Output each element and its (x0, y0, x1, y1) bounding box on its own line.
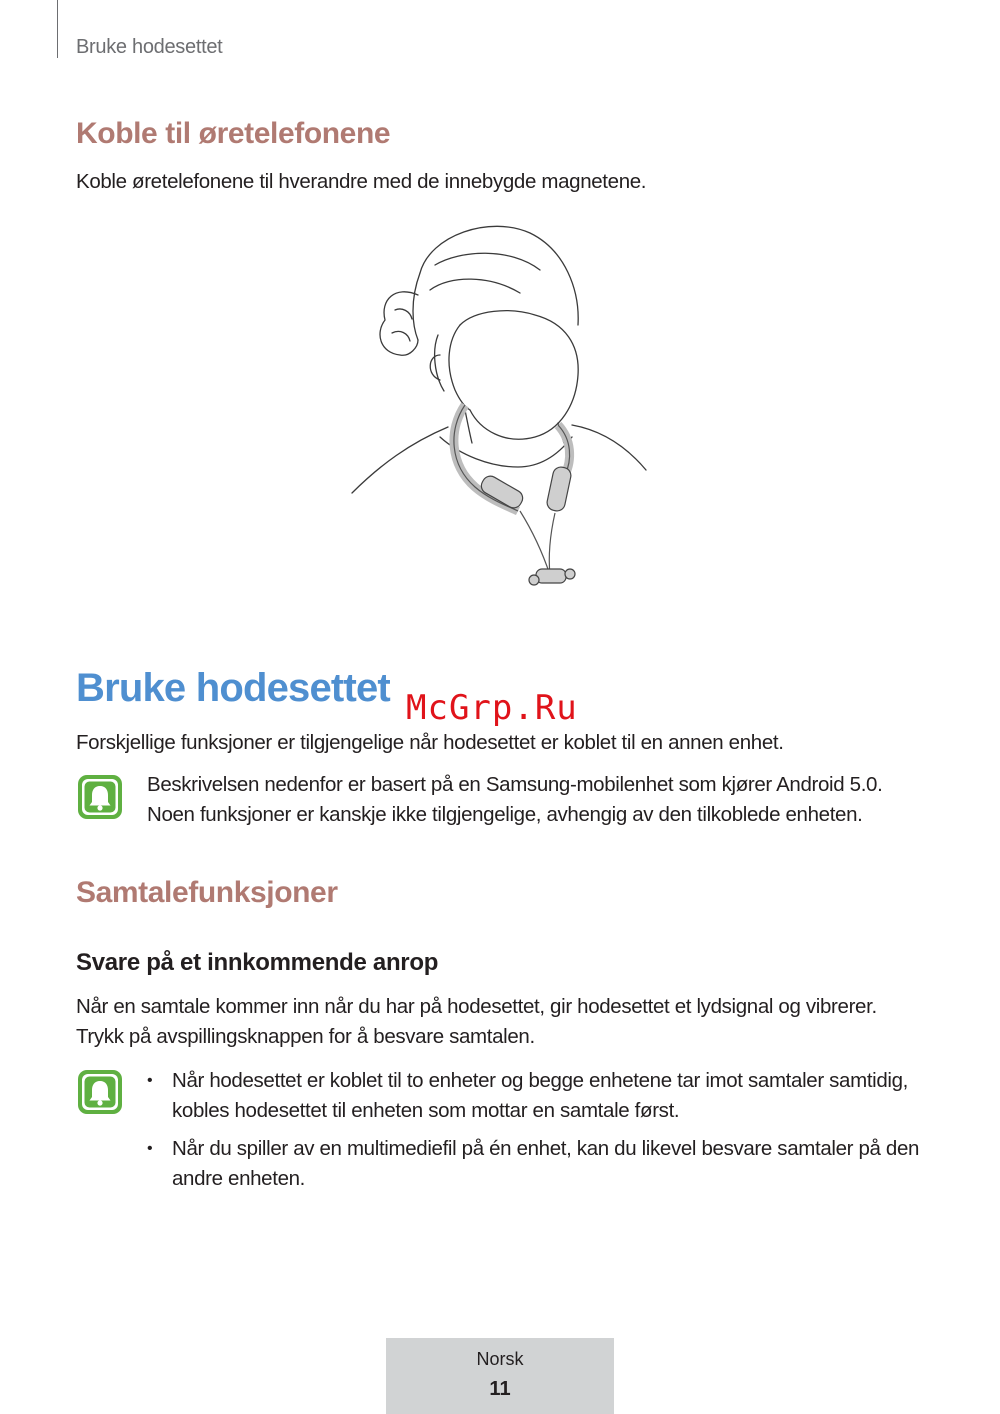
bullet-icon: • (147, 1140, 153, 1157)
note-bell-icon (76, 773, 124, 821)
subheading-answer-call: Svare på et innkommende anrop (76, 949, 439, 976)
footer-language: Norsk (476, 1349, 524, 1369)
section-heading-call-functions: Samtalefunksjoner (76, 876, 338, 909)
page-footer (386, 1338, 614, 1414)
list-item (147, 1066, 927, 1126)
using-headset-intro: Forskjellige funksjoner er tilgjengelige når hodesettet er koblet til en annen enhet. (76, 731, 784, 754)
call-notes-list (147, 1066, 927, 1202)
note-bell-icon (76, 1068, 124, 1116)
note-text-line1: Beskrivelsen nedenfor er basert på en Samsung-mobilenhet som kjører Android 5.0. (147, 773, 883, 796)
section-heading-connect-earbuds: Koble til øretelefonene (76, 117, 391, 150)
list-item (147, 1134, 927, 1194)
running-header: Bruke hodesettet (76, 36, 223, 58)
page-number: 11 (489, 1378, 511, 1400)
list-item-text: Når hodesettet er koblet til to enheter og begge enhetene tar imot samtaler samtidig, kobles hodesettet til enheten som mottar en samtale først. (172, 1069, 909, 1122)
answer-call-text-line1: Når en samtale kommer inn når du har på hodesettet, gir hodesettet et lydsignal og vibrerer. (76, 995, 877, 1018)
bullet-icon: • (147, 1072, 153, 1089)
headset-wearing-illustration (340, 215, 660, 595)
header-rule (57, 0, 58, 58)
section-title-using-headset: Bruke hodesettet (76, 666, 390, 710)
list-item-text: Når du spiller av en multimediefil på én enhet, kan du likevel besvare samtaler på den andre enheten. (172, 1137, 920, 1190)
watermark: McGrp.Ru (406, 688, 578, 728)
note-text-line2: Noen funksjoner er kanskje ikke tilgjengelige, avhengig av den tilkoblede enheten. (147, 803, 863, 826)
connect-earbuds-text: Koble øretelefonene til hverandre med de innebygde magnetene. (76, 170, 647, 193)
answer-call-text-line2: Trykk på avspillingsknappen for å besvare samtalen. (76, 1025, 535, 1048)
